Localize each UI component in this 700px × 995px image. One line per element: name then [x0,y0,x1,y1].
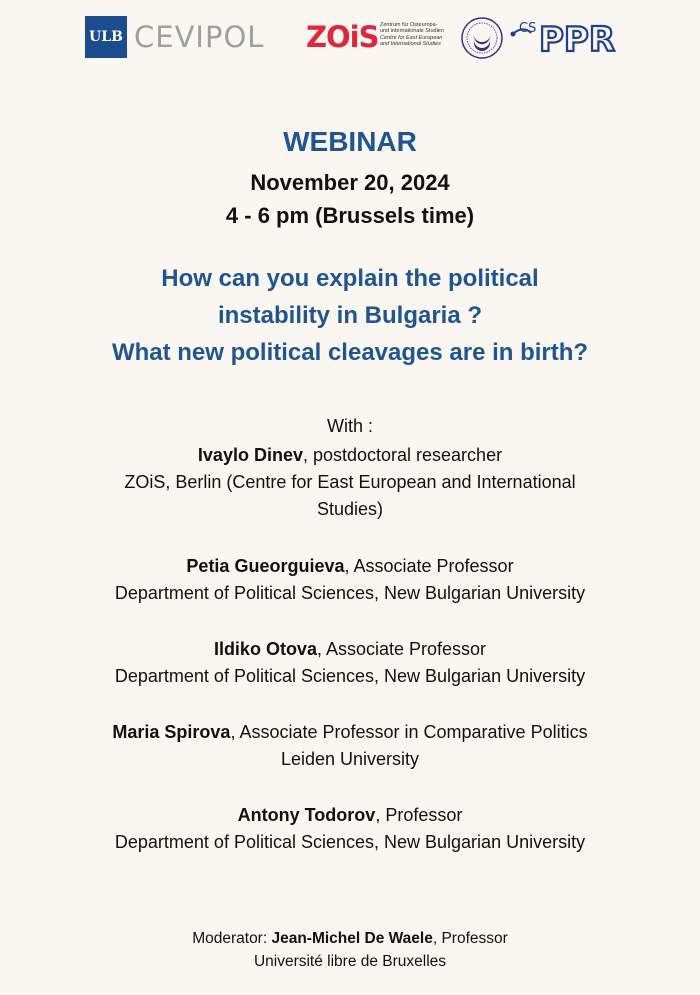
speaker-affiliation: Department of Political Sciences, New Bulgarian University [114,583,586,603]
zois-tagline [380,22,454,48]
speaker-name: Ildiko Otova [213,639,317,659]
speaker-role: , Associate Professor [344,556,514,576]
speaker-entry [0,719,700,773]
logo-bar [0,14,700,60]
cevipol-logo: CEVIPOL [134,20,265,54]
question-line: What new political cleavages are in birth? [111,339,589,366]
zois-logo: ZOiS [306,20,379,54]
moderator-affiliation: Université libre de Bruxelles [253,953,447,970]
webinar-label: WEBINAR [283,126,417,157]
speaker-entry [0,636,700,690]
moderator-entry [0,927,700,973]
speaker-affiliation: ZOiS, Berlin (Centre for East European and International [124,472,576,492]
question-line: instability in Bulgaria ? [217,302,483,329]
university-seal-icon [460,16,504,60]
speaker-entry [0,553,700,607]
zois-tagline-line: und internationale Studien [380,28,444,35]
cspr-logo-mark [509,18,621,56]
moderator-role: , Professor [432,930,508,947]
cspr-letters: PPR [539,20,616,56]
speaker-entry [0,442,700,523]
event-time: 4 - 6 pm (Brussels time) [225,203,475,228]
speaker-affiliation: Department of Political Sciences, New Bulgarian University [114,666,586,686]
speaker-affiliation: Studies) [316,499,384,519]
speaker-name: Petia Gueorguieva [186,556,345,576]
ulb-logo-text: ULB [89,29,123,45]
ulb-logo [85,16,127,58]
zois-tagline-line: Zentrum für Osteuropa- [380,22,438,28]
webinar-question [0,260,700,371]
zois-tagline-line: Centre for East European [380,34,443,41]
zois-tagline-line: and International Studies [380,41,441,48]
speaker-name: Antony Todorov [237,805,376,825]
speaker-role: , postdoctoral researcher [302,445,503,465]
moderator-label: Moderator: [192,930,272,947]
cspr-prefix: CS [519,21,537,36]
speaker-entry [0,802,700,856]
speaker-role: , Associate Professor [316,639,487,659]
speaker-name: Ivaylo Dinev [197,445,303,465]
speaker-role: , Professor [375,805,463,825]
moderator-name: Jean-Michel De Waele [271,930,433,947]
event-date: November 20, 2024 [250,170,450,195]
speaker-affiliation: Department of Political Sciences, New Bulgarian University [114,832,586,852]
cspr-logo [509,18,621,61]
with-label: With : [326,416,373,436]
question-line: How can you explain the political [161,265,539,292]
speaker-affiliation: Leiden University [280,749,420,769]
speaker-name: Maria Spirova [112,722,231,742]
speaker-role: , Associate Professor in Comparative Politics [230,722,588,742]
